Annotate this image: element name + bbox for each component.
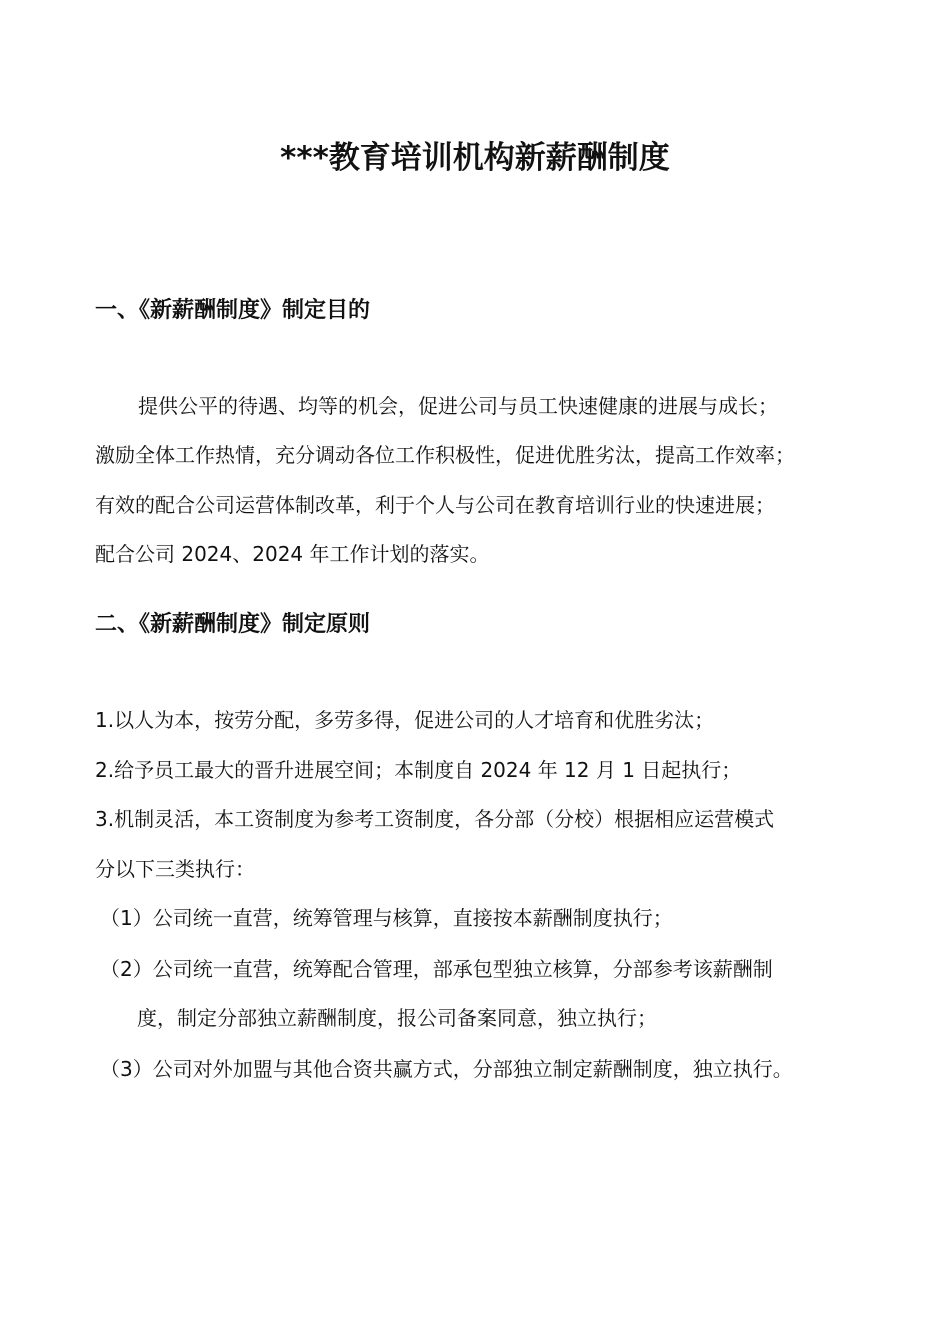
list-item: 1.以人为本，按劳分配，多劳多得，促进公司的人才培育和优胜劣汰； bbox=[95, 708, 715, 732]
list-item: 2.给予员工最大的晋升进展空间；本制度自 2024 年 12 月 1 日起执行； bbox=[95, 758, 742, 782]
section-heading-purpose: 一、《新薪酬制度》制定目的 bbox=[95, 298, 371, 323]
paragraph-line: 提供公平的待遇、均等的机会，促进公司与员工快速健康的进展与成长； bbox=[138, 394, 778, 418]
section-heading-principles: 二、《新薪酬制度》制定原则 bbox=[95, 612, 371, 637]
list-item: 分以下三类执行： bbox=[95, 857, 255, 881]
paragraph-line: 配合公司 2024、2024 年工作计划的落实。 bbox=[95, 542, 490, 566]
paragraph-line: 有效的配合公司运营体制改革，利于个人与公司在教育培训行业的快速进展； bbox=[95, 493, 775, 517]
sub-list-item: （2）公司统一直营，统筹配合管理，部承包型独立核算，分部参考该薪酬制 bbox=[100, 957, 773, 981]
sub-list-item: （3）公司对外加盟与其他合资共赢方式，分部独立制定薪酬制度，独立执行。 bbox=[100, 1057, 793, 1081]
sub-list-item-continuation: 度，制定分部独立薪酬制度，报公司备案同意，独立执行； bbox=[137, 1006, 657, 1030]
sub-list-item: （1）公司统一直营，统筹管理与核算，直接按本薪酬制度执行； bbox=[100, 906, 673, 930]
list-item: 3.机制灵活，本工资制度为参考工资制度，各分部（分校）根据相应运营模式 bbox=[95, 807, 775, 831]
paragraph-line: 激励全体工作热情，充分调动各位工作积极性，促进优胜劣汰，提高工作效率； bbox=[95, 443, 795, 467]
document-title: ***教育培训机构新薪酬制度 bbox=[280, 140, 670, 176]
